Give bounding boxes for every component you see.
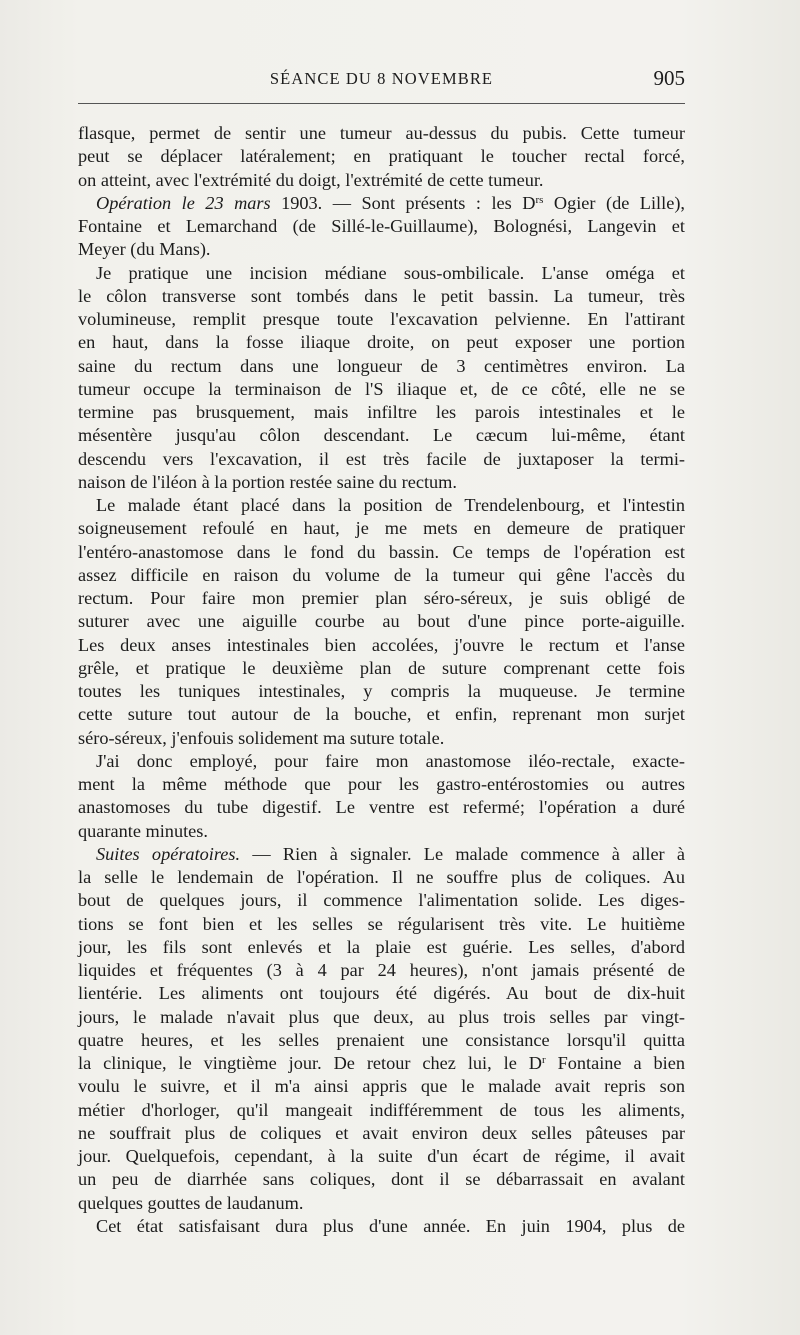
text-span: Fontaine a bien xyxy=(545,1053,685,1073)
text-line: séro-séreux, j'enfouis solidement ma suture totale. xyxy=(78,727,445,748)
text-line xyxy=(78,1052,685,1075)
text-line: cette suture tout autour de la bouche, et enfin, reprenant mon surjet xyxy=(78,704,685,725)
superscript: rs xyxy=(535,193,544,206)
text-line: Fontaine et Lemarchand (de Sillé-le-Guillaume), Bolognési, Langevin et xyxy=(78,216,685,236)
text-line: peut se déplacer latéralement; en pratiquant le toucher rectal forcé, xyxy=(78,146,685,167)
text-line: suturer avec une aiguille courbe au bout d'une pince porte-aiguille. xyxy=(78,611,685,632)
text-line: en haut, dans la fosse iliaque droite, on peut exposer une portion xyxy=(78,332,685,353)
text-span: Ogier (de Lille), xyxy=(543,192,685,213)
text-line: la selle le lendemain de l'opération. Il ne souffre plus de coliques. Au xyxy=(78,867,685,887)
text-line: ne souffrait plus de coliques et avait environ deux selles pâteuses par xyxy=(78,1122,685,1143)
text-line: saine du rectum dans une longueur de 3 centimètres environ. La xyxy=(78,355,685,376)
italic-lead: Suites opératoires. xyxy=(96,843,241,864)
text-span: — Rien à signaler. Le malade commence à aller à xyxy=(240,843,686,864)
text-line: flasque, permet de sentir une tumeur au-dessus du pubis. Cette tumeur xyxy=(78,123,685,143)
text-line: on atteint, avec l'extrémité du doigt, l'extrémité de cette tumeur. xyxy=(78,169,544,190)
text-line: un peu de diarrhée sans coliques, dont il se débarrassait en avalant xyxy=(78,1169,685,1190)
text-line: toutes les tuniques intestinales, y compris la muqueuse. Je termine xyxy=(78,681,685,701)
text-line: J'ai donc employé, pour faire mon anastomose iléo-rectale, exacte- xyxy=(96,750,685,771)
text-line: liquides et fréquentes (3 à 4 par 24 heures), n'ont jamais présenté de xyxy=(78,960,685,980)
text-line: termine pas brusquement, mais infiltre les parois intestinales et le xyxy=(78,402,685,422)
running-title: SÉANCE DU 8 NOVEMBRE xyxy=(269,69,494,88)
text-line: jour. Quelquefois, cependant, à la suite d'un écart de régime, il avait xyxy=(78,1146,685,1166)
italic-lead: Opération le 23 mars xyxy=(96,192,271,213)
running-header xyxy=(78,68,685,98)
text-line: jour, les fils sont enlevés et la plaie est guérie. Les selles, d'abord xyxy=(78,936,685,957)
text-line: mésentère jusqu'au côlon descendant. Le cæcum lui-même, étant xyxy=(78,425,685,446)
text-line: ment la même méthode que pour les gastro-entérostomies ou autres xyxy=(78,774,685,794)
text-line: métier d'horloger, qu'il mangeait indifféremment de tous les aliments, xyxy=(78,1099,685,1120)
text-line: l'entéro-anastomose dans le fond du bassin. Ce temps de l'opération est xyxy=(78,541,685,562)
text-line: quarante minutes. xyxy=(78,820,208,841)
text-line: le côlon transverse sont tombés dans le petit bassin. La tumeur, très xyxy=(78,285,685,306)
superscript: r xyxy=(541,1054,546,1066)
page-number: 905 xyxy=(653,66,685,90)
text-line: quatre heures, et les selles prenaient une consistance lorsqu'il quitta xyxy=(78,1029,685,1050)
text-line: volumineuse, remplit presque toute l'excavation pelvienne. En l'attirant xyxy=(78,309,685,329)
text-line: anastomoses du tube digestif. Le ventre est refermé; l'opération a duré xyxy=(78,797,685,818)
text-line: Cet état satisfaisant dura plus d'une année. En juin 1904, plus de xyxy=(96,1215,685,1236)
header-rule xyxy=(78,103,685,104)
text-line: bout de quelques jours, il commence l'alimentation solide. Les diges- xyxy=(78,890,685,911)
body-text xyxy=(78,122,685,1238)
text-span: la clinique, le vingtième jour. De retour chez lui, le D xyxy=(78,1053,542,1073)
text-line: grêle, et pratique le deuxième plan de suture comprenant cette fois xyxy=(78,657,685,678)
text-line: jours, le malade n'avait plus que deux, au plus trois selles par vingt- xyxy=(78,1006,685,1027)
text-line: Les deux anses intestinales bien accolées, j'ouvre le rectum et l'anse xyxy=(78,634,685,655)
text-span: 1903. — Sont présents : les D xyxy=(270,192,536,213)
text-line: Je pratique une incision médiane sous-ombilicale. L'anse oméga et xyxy=(96,262,685,283)
text-line xyxy=(78,192,685,215)
text-line: rectum. Pour faire mon premier plan séro-séreux, je suis obligé de xyxy=(78,588,685,608)
text-line xyxy=(78,843,685,866)
text-line: tumeur occupe la terminaison de l'S iliaque et, de ce côté, elle ne se xyxy=(78,378,685,399)
text-line: soigneusement refoulé en haut, je me mets en demeure de pratiquer xyxy=(78,518,685,539)
text-line: descendu vers l'excavation, il est très facile de juxtaposer la termi- xyxy=(78,448,685,469)
text-line: voulu le suivre, et il m'a ainsi appris que le malade avait repris son xyxy=(78,1076,685,1097)
text-line: assez difficile en raison du volume de la tumeur qui gêne l'accès du xyxy=(78,564,685,585)
text-line: quelques gouttes de laudanum. xyxy=(78,1192,304,1213)
text-line: tions se font bien et les selles se régularisent très vite. Le huitième xyxy=(78,913,685,934)
text-line: Meyer (du Mans). xyxy=(78,239,211,260)
text-line: Le malade étant placé dans la position de Trendelenbourg, et l'intestin xyxy=(96,495,685,515)
text-line: lientérie. Les aliments ont toujours été digérés. Au bout de dix-huit xyxy=(78,983,685,1004)
text-line: naison de l'iléon à la portion restée saine du rectum. xyxy=(78,471,457,492)
